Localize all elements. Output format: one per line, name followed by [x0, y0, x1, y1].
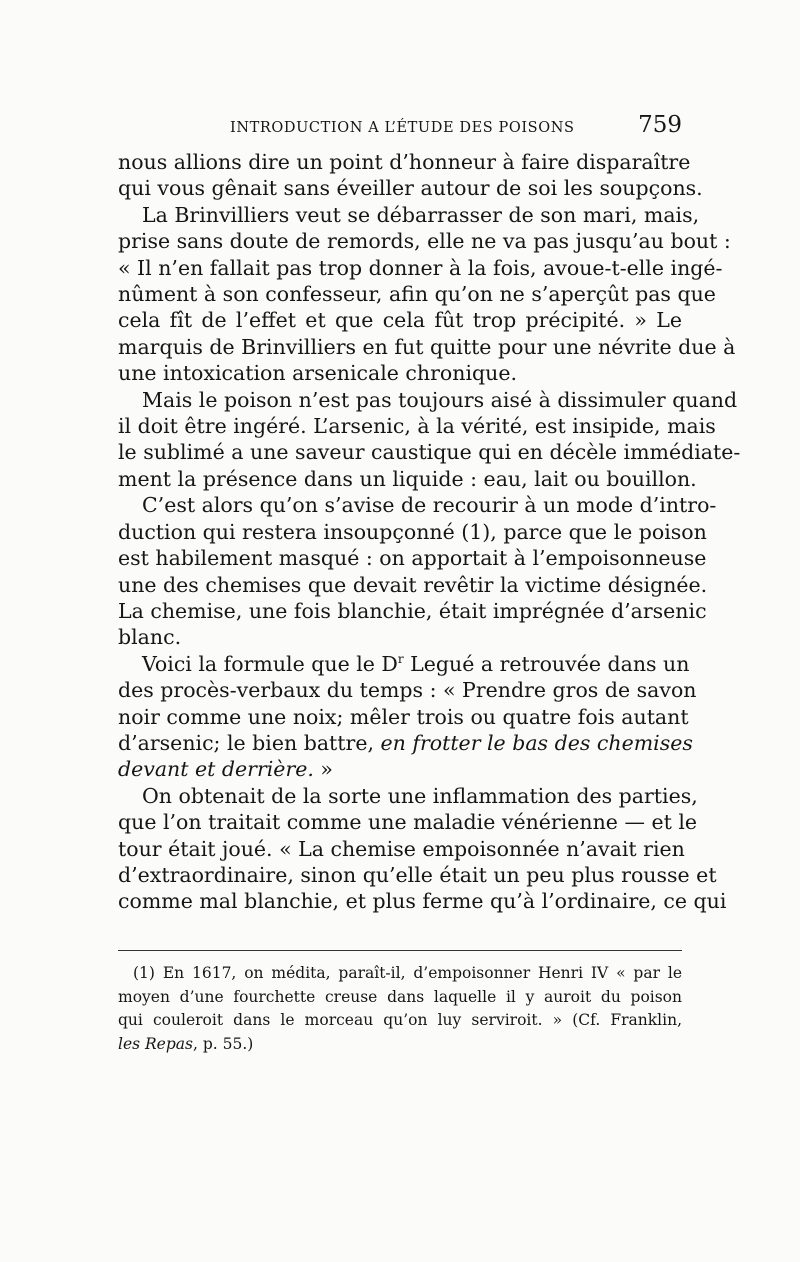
text-line: des procès-verbaux du temps : « Prendre gros de savon [118, 678, 697, 703]
footnote-line: moyen d’une fourchette creuse dans laquelle il y auroit du poison [118, 987, 682, 1006]
text-line: noir comme une noix; mêler trois ou quatre fois autant [118, 704, 689, 729]
italic-segment: les Repas [118, 1034, 193, 1053]
text-line: nûment à son confesseur, afin qu’on ne s’aperçût pas que [118, 282, 716, 307]
text-line: que l’on traitait comme une maladie vénérienne — et le [118, 810, 698, 835]
text-line: « Il n’en fallait pas trop donner à la fois, avoue-t-elle ingé- [118, 255, 723, 280]
footnote-divider [118, 950, 682, 951]
italic-segment: devant et derrière. [118, 757, 314, 782]
text-line: La chemise, une fois blanchie, était imprégnée d’arsenic [118, 598, 707, 623]
main-text [118, 149, 741, 915]
text-segment: Voici la formule que le D [142, 651, 398, 676]
text-segment: » [313, 757, 333, 782]
text-line: prise sans doute de remords, elle ne va pas jusqu’au bout : [118, 229, 731, 254]
footnote-line: qui couleroit dans le morceau qu’on luy serviroit. » (Cf. Franklin, [118, 1011, 682, 1029]
text-line: est habilement masqué : on apportait à l’empoisonneuse [118, 546, 707, 571]
text-segment: , p. 55.) [192, 1034, 254, 1053]
footnote [118, 962, 682, 1056]
text-line: tour était joué. « La chemise empoisonnée n’avait rien [118, 836, 685, 861]
running-title: INTRODUCTION A L’ÉTUDE DES POISONS [230, 120, 575, 136]
page-number: 759 [638, 112, 682, 138]
footnote-line: (1) En 1617, on médita, paraît-il, d’empoisonner Henri IV « par le [133, 964, 682, 982]
text-line [118, 651, 690, 677]
text-line: le sublimé a une saveur caustique qui en décèle immédiate- [118, 440, 741, 465]
text-line: il doit être ingéré. L’arsenic, à la vérité, est insipide, mais [118, 414, 716, 439]
text-line: nous allions dire un point d’honneur à faire disparaître [118, 150, 691, 174]
text-line: blanc. [118, 625, 182, 650]
text-line: comme mal blanchie, et plus ferme qu’à l’ordinaire, ce qui [118, 889, 727, 914]
text-segment: d’arsenic; le bien battre, [118, 730, 381, 755]
italic-segment: en frotter le bas des chemises [380, 730, 693, 755]
running-header [118, 110, 682, 144]
text-line: C’est alors qu’on s’avise de recourir à un mode d’intro- [142, 493, 717, 518]
text-line: une des chemises que devait revêtir la victime désignée. [118, 572, 708, 597]
text-line [118, 756, 682, 782]
text-line: ment la présence dans un liquide : eau, lait ou bouillon. [118, 466, 697, 491]
text-line: Mais le poison n’est pas toujours aisé à dissimuler quand [142, 387, 738, 412]
text-line: La Brinvilliers veut se débarrasser de son mari, mais, [142, 202, 700, 227]
text-line: d’extraordinaire, sinon qu’elle était un peu plus rousse et [118, 862, 717, 887]
text-line: marquis de Brinvilliers en fut quitte pour une névrite due à [118, 334, 736, 359]
footnote-line [118, 1033, 682, 1057]
text-line [118, 730, 693, 756]
superscript: r [397, 651, 404, 666]
text-line: une intoxication arsenicale chronique. [118, 361, 517, 386]
text-segment: Legué a retrouvée dans un [403, 651, 690, 676]
text-line: On obtenait de la sorte une inflammation des parties, [142, 783, 698, 808]
text-line: cela fît de l’effet et que cela fût trop précipité. » Le [118, 308, 682, 333]
text-line: qui vous gênait sans éveiller autour de soi les soupçons. [118, 176, 703, 201]
text-line: duction qui restera insoupçonné (1), parce que le poison [118, 519, 707, 544]
